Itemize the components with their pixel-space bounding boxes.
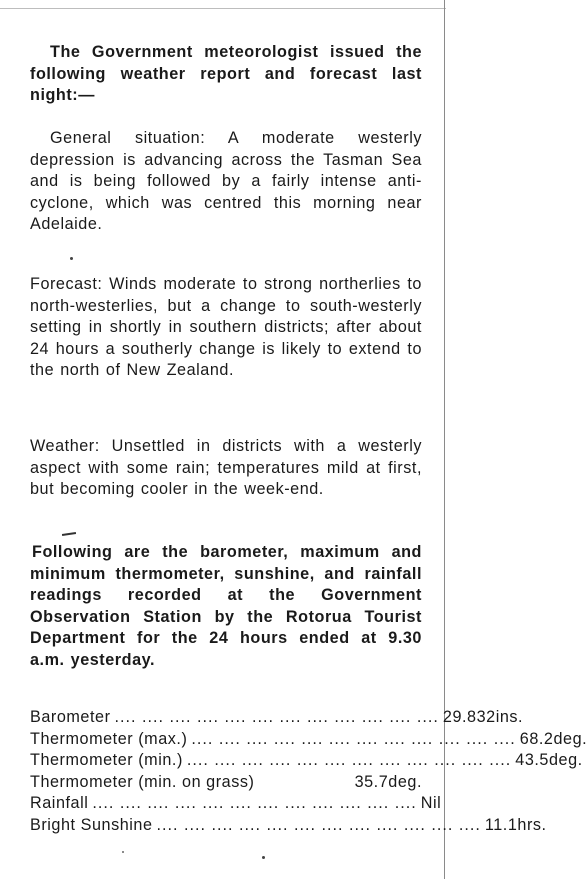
reading-row-barometer	[30, 707, 524, 729]
dot-leader: .... .... .... .... .... .... .... .... .... .... .... ....	[114, 708, 439, 726]
print-speck	[122, 851, 124, 853]
top-rule	[0, 8, 446, 9]
reading-label: Thermometer (max.)	[30, 729, 188, 748]
readings-list	[30, 707, 587, 836]
reading-value: 35.7deg.	[354, 772, 422, 791]
reading-value: 29.832ins.	[442, 708, 524, 726]
reading-row-sunshine	[30, 815, 547, 837]
dot-leader: .... .... .... .... .... .... .... .... .... .... .... ....	[92, 794, 417, 812]
reading-label: Rainfall	[30, 794, 89, 812]
reading-row-rainfall	[30, 793, 442, 815]
readings-intro-paragraph: Following are the barometer, maximum and minimum thermometer, sunshine, and rainfall readings recorded at the Government Observation Station by the Rotorua Tourist Department for the 24 hours ended at 9.30 a.m. yesterday.	[30, 543, 422, 669]
reading-value: Nil	[420, 794, 442, 812]
reading-row-thermometer-max	[30, 729, 587, 751]
reading-value: 11.1hrs.	[484, 815, 547, 834]
print-speck	[262, 856, 265, 859]
weather-paragraph: Weather: Unsettled in districts with a westerly aspect with some rain; temperatures mild at first, but becoming cooler in the week-end.	[30, 437, 422, 498]
reading-label: Barometer	[30, 708, 111, 726]
reading-value: 43.5deg.	[515, 751, 583, 769]
dot-leader: .... .... .... .... .... .... .... .... .... .... .... ....	[191, 729, 516, 748]
intro-paragraph: The Government meteorologist issued the following weather report and forecast last night:—	[30, 43, 422, 104]
reading-label: Thermometer (min.)	[30, 751, 183, 769]
reading-value: 68.2deg.	[519, 729, 587, 748]
forecast-paragraph: Forecast: Winds moderate to strong northerlies to north-westerlies, but a change to south-westerly setting in shortly in southern districts; after about 24 hours a southerly change is likely to extend to the north of New Zealand.	[30, 275, 422, 379]
print-mark	[62, 532, 76, 536]
reading-row-thermometer-grass	[30, 772, 422, 794]
dot-leader: .... .... .... .... .... .... .... .... .... .... .... ....	[186, 751, 512, 769]
print-speck	[70, 257, 73, 260]
reading-label: Bright Sunshine	[30, 815, 153, 834]
dot-leader: .... .... .... .... .... .... .... .... .... .... .... ....	[156, 815, 481, 834]
reading-label: Thermometer (min. on grass)	[30, 772, 255, 791]
reading-row-thermometer-min	[30, 750, 583, 772]
general-situation-paragraph: General situation: A moderate westerly depression is advancing across the Tasman Sea and is being followed by a fairly intense anti-cyclone, which was centred this morning near Adelaide.	[30, 129, 422, 233]
